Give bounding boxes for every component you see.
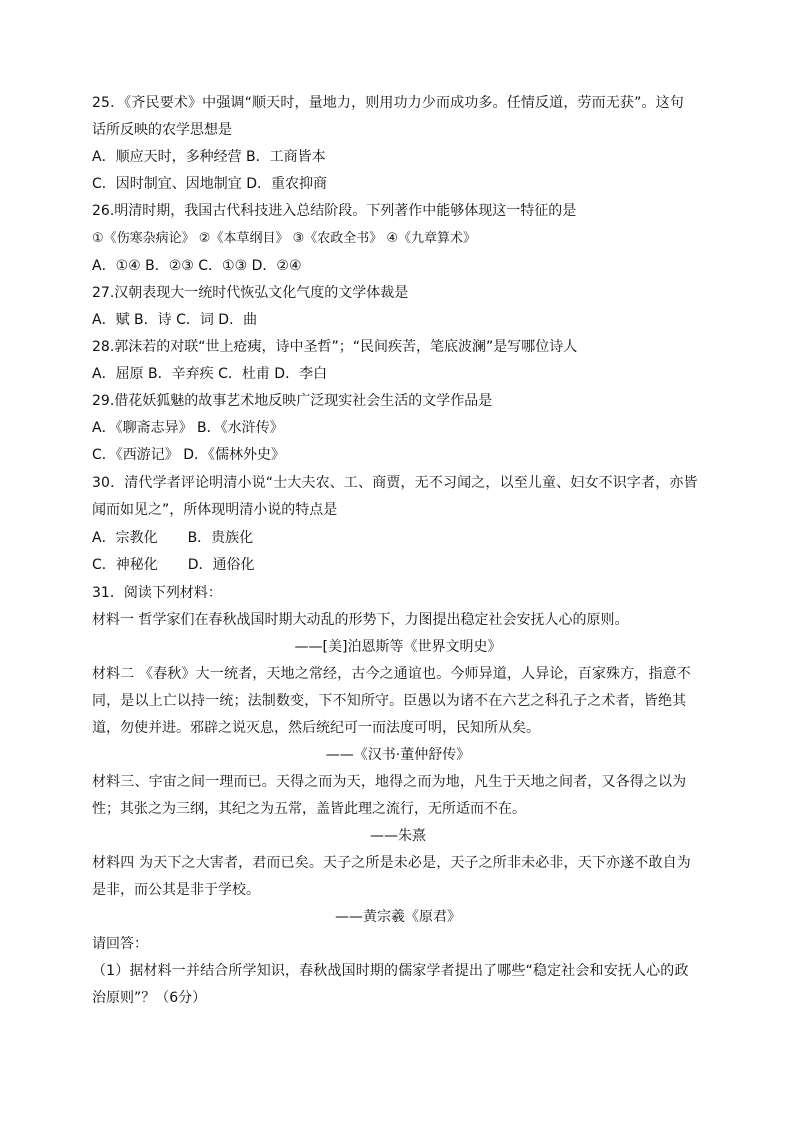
q28-stem: 28.郭沫若的对联“世上疮痍，诗中圣哲”；“民间疾苦，笔底波澜”是写哪位诗人 [92, 339, 578, 355]
q30-option-d: D．通俗化 [187, 557, 255, 573]
q30-option-a: A．宗教化 [92, 530, 158, 546]
q31-material3-source: ——朱熹 [370, 828, 426, 844]
q31-sub1-line2: 治原则”？（6分） [92, 990, 207, 1006]
q30-stem-line2: 闻而如见之”，所体现明清小说的特点是 [92, 502, 338, 518]
q26-stem: 26.明清时期，我国古代科技进入总结阶段。下列著作中能够体现这一特征的是 [92, 203, 577, 219]
q31-material3-line1: 材料三、宇宙之间一理而已。天得之而为天，地得之而为地，凡生于天地之间者，又各得之以为 [92, 774, 687, 790]
q29-options-line2: C．《西游记》 D．《儒林外史》 [92, 447, 286, 463]
q30-option-c: C．神秘化 [92, 557, 158, 573]
q31-material2-source: ——《汉书·董仲舒传》 [325, 747, 471, 763]
q30-stem-line1: 30．清代学者评论明清小说“士大夫农、工、商贾，无不习闻之，以至儿童、妇女不识字者，亦皆 [92, 475, 698, 491]
q26-items: ①《伤寒杂病论》 ②《本草纲目》 ③《农政全书》 ④《九章算术》 [92, 231, 477, 246]
q27-options: A．赋 B．诗 C．词 D．曲 [92, 312, 258, 328]
q31-material4-source: ——黄宗羲《原君》 [335, 909, 461, 925]
q31-material4-line2: 是非，而公其是非于学校。 [92, 882, 260, 898]
q31-sub1-line1: （1）据材料一并结合所学知识，春秋战国时期的儒家学者提出了哪些“稳定社会和安抚人心的政 [92, 963, 689, 979]
q30-options-row2 [92, 556, 704, 574]
q30-option-b: B．贵族化 [187, 530, 254, 546]
q31-material1-source: ——[美]泊恩斯等《世界文明史》 [294, 639, 502, 655]
q29-stem: 29.借花妖狐魅的故事艺术地反映广泛现实社会生活的文学作品是 [92, 393, 493, 409]
q31-material4-line1: 材料四 为天下之大害者，君而已矣。天子之所是未必是，天子之所非未必非，天下亦遂不敢自为 [92, 855, 691, 871]
q30-options-row1 [92, 529, 704, 547]
q26-options: A．①④ B．②③ C．①③ D．②④ [92, 258, 302, 274]
q31-material3-line2: 性；其张之为三纲，其纪之为五常，盖皆此理之流行，无所适而不在。 [92, 801, 526, 817]
q31-prompt: 请回答： [92, 936, 148, 952]
q31-intro: 31．阅读下列材料： [92, 585, 222, 601]
q27-stem: 27.汉朝表现大一统时代恢弘文化气度的文学体裁是 [92, 285, 409, 301]
q28-options: A．屈原 B．辛弃疾 C．杜甫 D．李白 [92, 366, 328, 382]
q25-stem-line1: 25．《齐民要术》中强调“顺天时，量地力，则用功力少而成功多。任情反道，劳而无获”。这句 [92, 95, 684, 111]
q31-material2-line1: 材料二 《春秋》大一统者，天地之常经，古今之通谊也。今师异道，人异论，百家殊方，指意不 [92, 666, 691, 682]
q31-material1: 材料一 哲学家们在春秋战国时期大动乱的形势下，力图提出稳定社会安抚人心的原则。 [92, 612, 629, 628]
q25-options-line1: A．顺应天时，多种经营 B．工商皆本 [92, 149, 326, 165]
q29-options-line1: A．《聊斋志异》 B．《水浒传》 [92, 420, 284, 436]
q31-material2-line3: 道，勿使并进。邪辟之说灭息，然后统纪可一而法度可明，民知所从矣。 [92, 720, 540, 736]
q31-material2-line2: 同，是以上亡以持一统；法制数变，下不知所守。臣愚以为诸不在六艺之科孔子之术者，皆绝其 [92, 693, 687, 709]
q25-options-line2: C．因时制宜、因地制宜 D．重农抑商 [92, 176, 328, 192]
q25-stem-line2: 话所反映的农学思想是 [92, 122, 232, 138]
